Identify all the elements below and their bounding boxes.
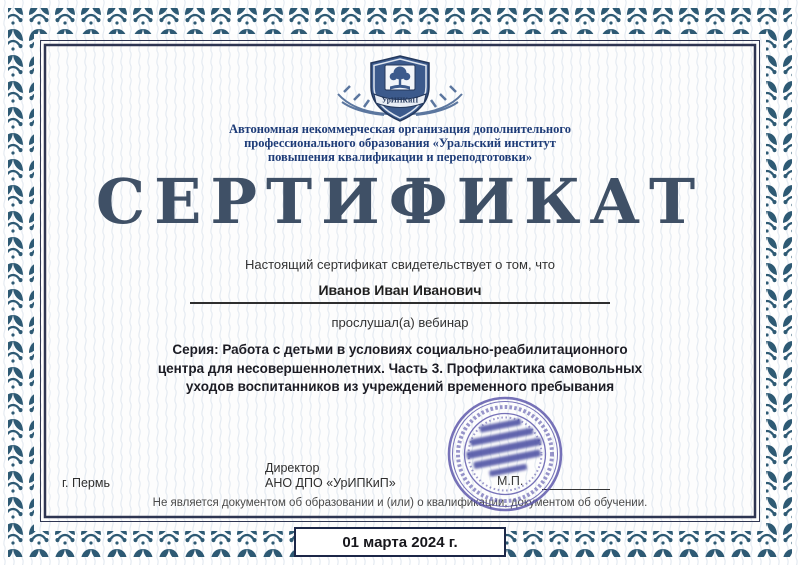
organization-name-line: Автономная некоммерческая организация дополнительного [229, 122, 571, 136]
logo-shield [371, 56, 429, 121]
organization-name [0, 123, 800, 164]
round-stamp [443, 392, 567, 516]
organization-name-line: профессионального образования «Уральский институт [244, 135, 556, 150]
institute-logo [330, 52, 470, 124]
disclaimer-text: Не является документом об образовании и (или) о квалификации, документом об обучении. [152, 497, 648, 509]
stamp-place-label: М.П. [497, 474, 524, 488]
course-title-line: центра для несовершеннолетних. Часть 3. Профилактика самовольных [157, 360, 643, 376]
issue-date: 01 марта 2024 г. [342, 533, 458, 551]
institute-logo-graphic [330, 52, 470, 124]
signer-block [265, 461, 396, 491]
organization-name-line: повышения квалификации и переподготовки» [267, 149, 533, 164]
course-title-line: Серия: Работа с детьми в условиях социально-реабилитационного [172, 342, 628, 357]
round-stamp-graphic [443, 392, 567, 516]
city-label: г. Пермь [62, 476, 110, 490]
action-text: прослушал(а) вебинар [331, 315, 469, 330]
logo-banner-text: УрИПКиП [381, 95, 419, 105]
course-title [0, 341, 800, 397]
signer-role: Директор [265, 461, 320, 475]
issue-date-box [294, 527, 506, 557]
statement-text: Настоящий сертификат свидетельствует о том, что [244, 257, 556, 272]
course-title-line: уходов воспитанников из учреждений временного пребывания [185, 379, 615, 394]
recipient-name: Иванов Иван Иванович [318, 282, 482, 298]
signer-organization: АНО ДПО «УрИПКиП» [265, 476, 396, 490]
certificate-title: СЕРТИФИКАТ [95, 165, 705, 238]
recipient-name-underline [190, 302, 610, 304]
